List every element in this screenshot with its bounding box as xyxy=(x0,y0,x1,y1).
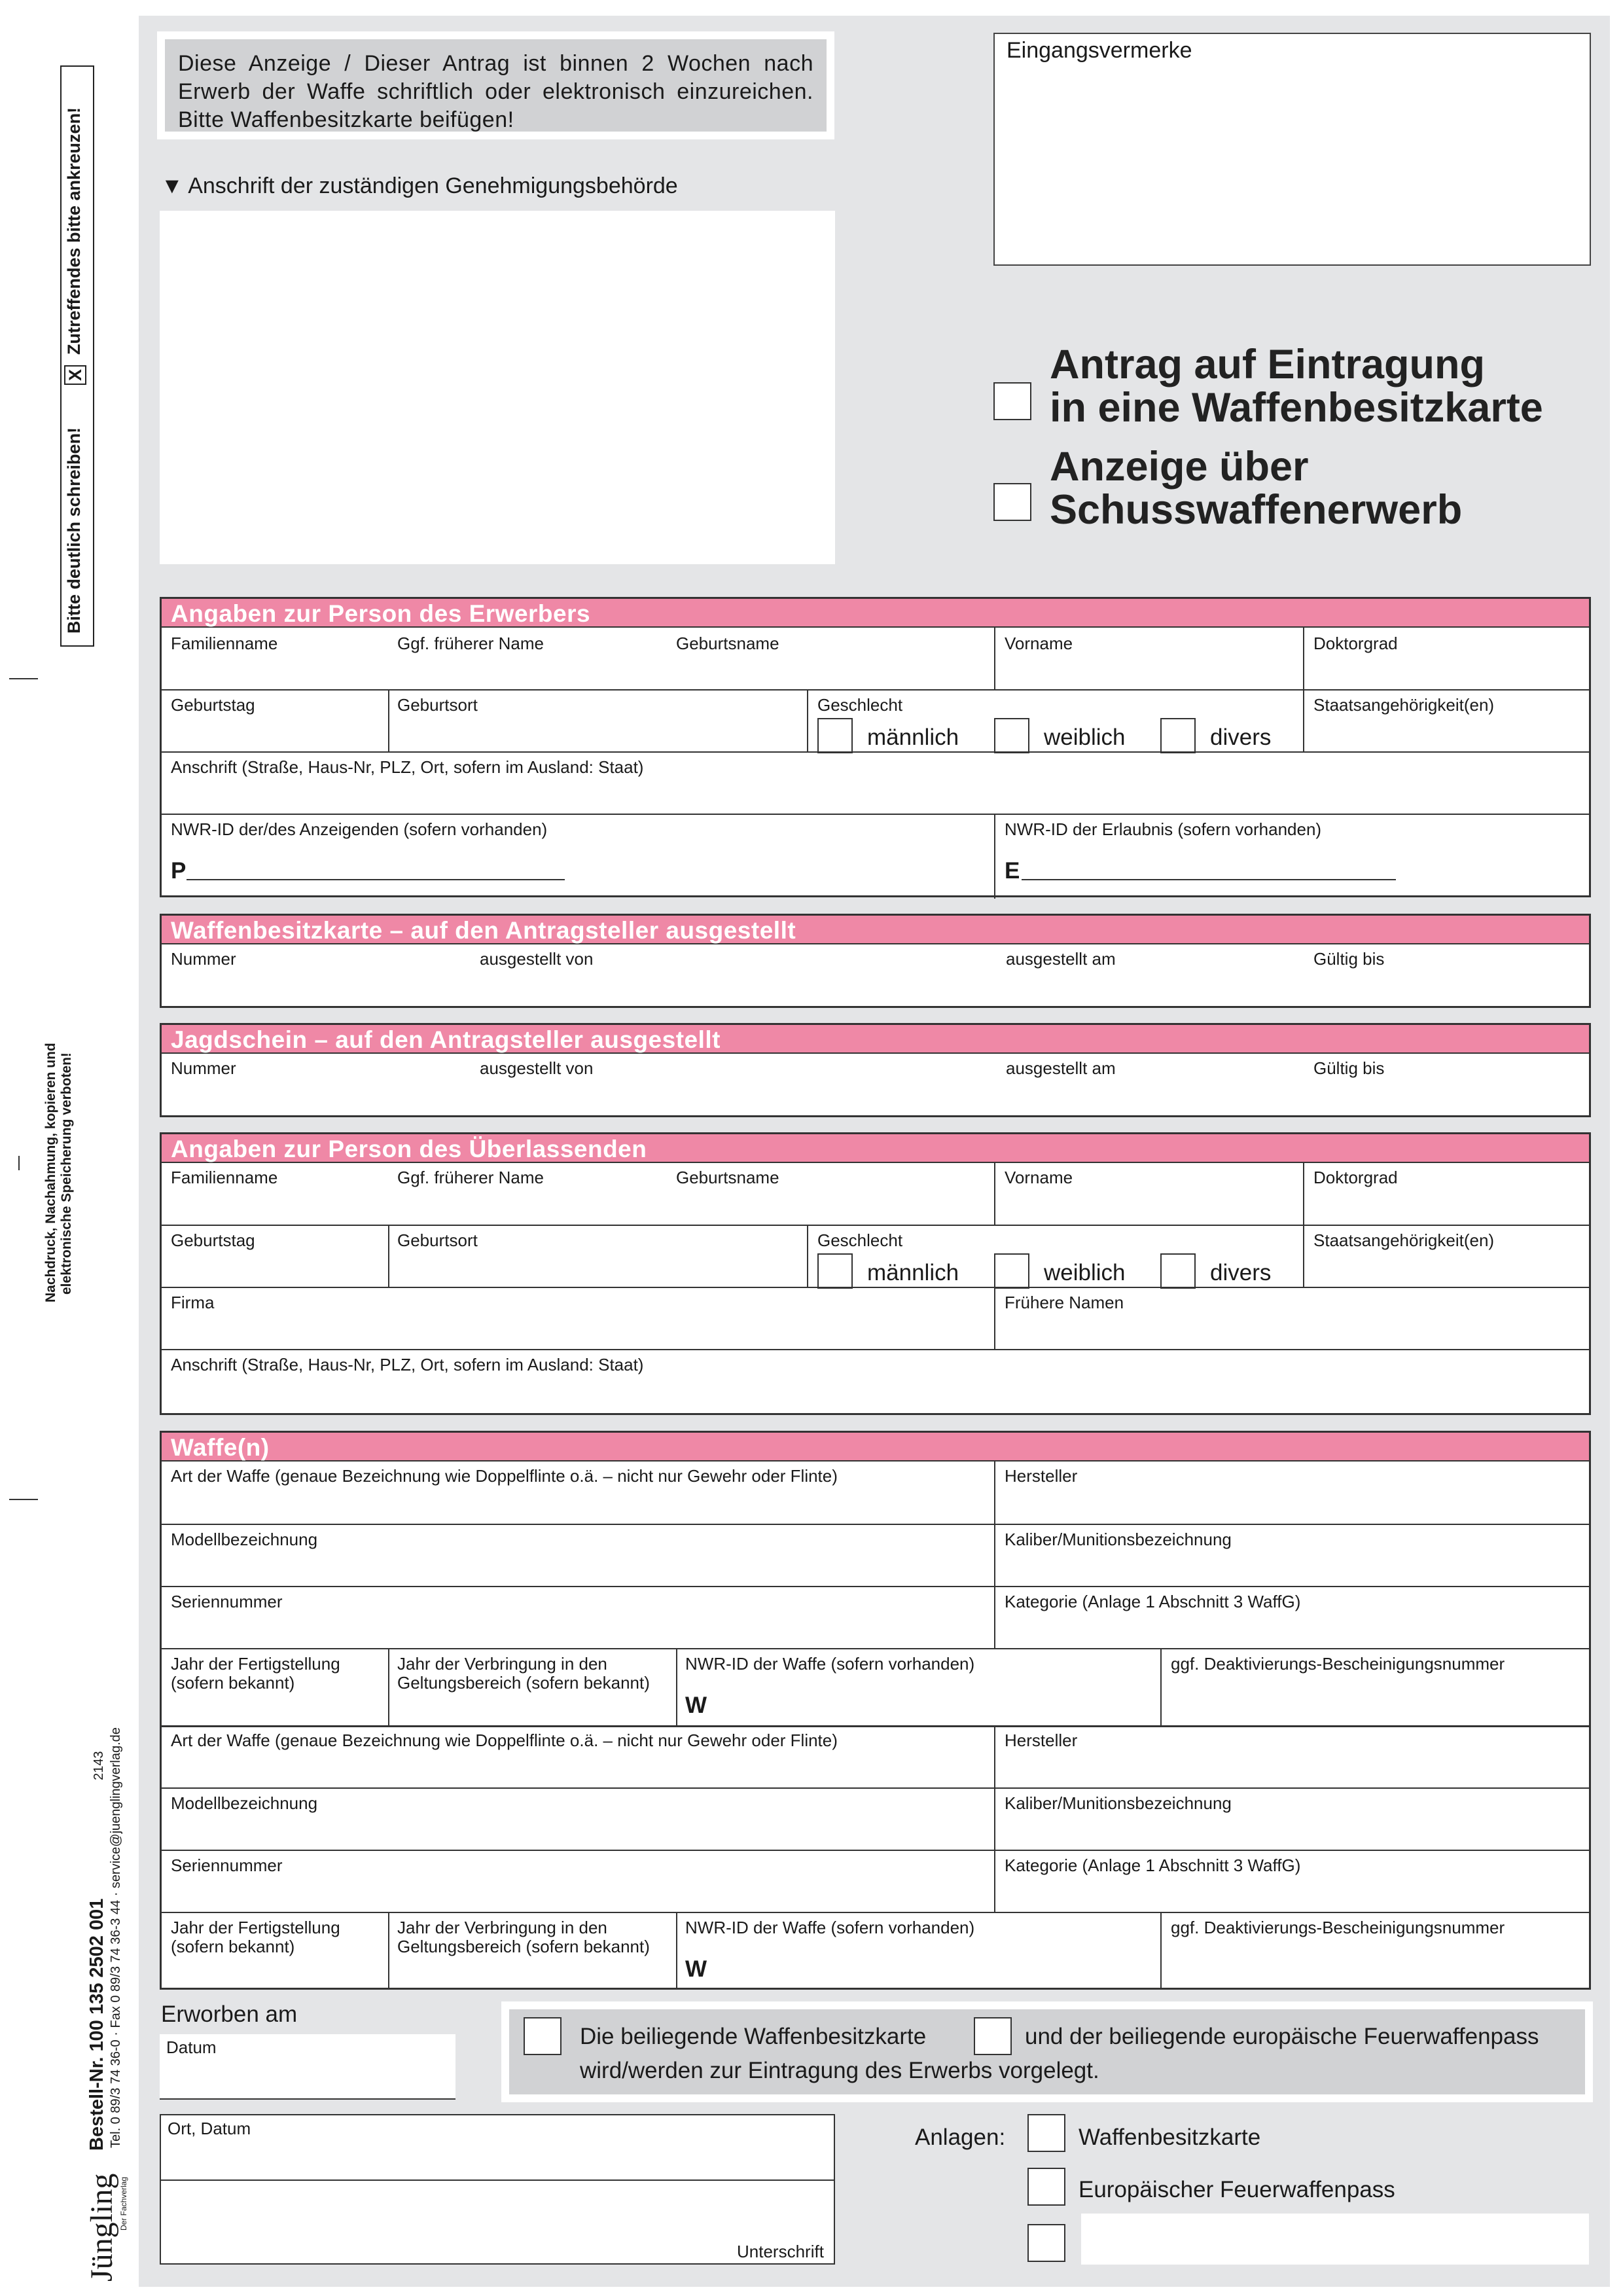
divider xyxy=(1303,1226,1304,1288)
buyer-birth-name-label: Geburtsname xyxy=(676,634,779,653)
place-date-signature-box xyxy=(160,2114,835,2265)
weapon1-year-import-line1: Jahr der Verbringung in den xyxy=(397,1654,607,1674)
attach-other-field[interactable] xyxy=(1081,2214,1589,2265)
title-application-line2: in eine Waffenbesitzkarte xyxy=(1050,385,1543,431)
wbk-issued-on-label: ausgestellt am xyxy=(1006,949,1116,969)
divider xyxy=(994,628,995,689)
checkbox-application[interactable] xyxy=(993,382,1031,420)
buyer-row-address[interactable] xyxy=(162,751,1589,815)
attached-pass-label: und der beiliegende europäische Feuerwaffenpass xyxy=(1025,2024,1539,2049)
receipt-notes-box[interactable] xyxy=(993,33,1591,266)
seller-row-address[interactable] xyxy=(162,1349,1589,1416)
weapon2-type-label: Art der Waffe (genaue Bezeichnung wie Doppelflinte o.ä. – nicht nur Gewehr oder Flinte) xyxy=(171,1731,838,1750)
hunting-issued-by-label: ausgestellt von xyxy=(480,1058,594,1078)
title-notification-line1: Anzeige über xyxy=(1050,444,1309,490)
weapon2-manufacturer-label: Hersteller xyxy=(1005,1731,1078,1750)
divider xyxy=(1303,1163,1304,1225)
divider xyxy=(1160,1913,1162,1990)
buyer-first-name-label: Vorname xyxy=(1005,634,1073,653)
wbk-number-label: Nummer xyxy=(171,949,236,969)
wbk-valid-until-label: Gültig bis xyxy=(1313,949,1385,969)
weapon2-year-import-label xyxy=(397,1918,650,1956)
weapon2-row-years xyxy=(162,1912,1589,1990)
attach-pass-checkbox[interactable] xyxy=(1027,2168,1065,2206)
buyer-male-checkbox[interactable] xyxy=(817,718,853,753)
buyer-row-nwr xyxy=(162,814,1589,899)
weapon1-year-made-line2: (sofern bekannt) xyxy=(171,1673,295,1693)
side-instruction-check: Zutreffendes bitte ankreuzen! xyxy=(64,107,84,355)
buyer-birthplace-label: Geburtsort xyxy=(397,695,478,715)
weapon2-deactivation-label: ggf. Deaktivierungs-Bescheinigungsnummer xyxy=(1171,1918,1505,1937)
attach-wbk-label: Waffenbesitzkarte xyxy=(1079,2125,1261,2150)
weapon1-nwr-prefix: W xyxy=(685,1693,707,1718)
buyer-nwr-person-label: NWR-ID der/des Anzeigenden (sofern vorhanden) xyxy=(171,819,548,839)
publisher-logo-subtext: Der Fachverlag xyxy=(119,2176,128,2231)
attach-other-checkbox[interactable] xyxy=(1027,2224,1065,2262)
buyer-nwr-person-line[interactable] xyxy=(187,879,565,880)
attached-card-label: Die beiliegende Waffenbesitzkarte xyxy=(580,2024,927,2049)
section-weapons-title: Waffe(n) xyxy=(171,1434,270,1461)
weapon1-row-years xyxy=(162,1648,1589,1727)
weapon1-nwr-label: NWR-ID der Waffe (sofern vorhanden) xyxy=(685,1654,975,1674)
weapon1-model-label: Modellbezeichnung xyxy=(171,1530,318,1549)
section-weapons-header xyxy=(162,1433,1589,1462)
weapon1-year-made-label xyxy=(171,1655,340,1693)
side-copyright-1: Nachdruck, Nachahmung, kopieren und xyxy=(43,1043,58,1302)
buyer-nwr-permit-line[interactable] xyxy=(1022,879,1396,880)
wbk-issued-by-label: ausgestellt von xyxy=(480,949,594,969)
attach-pass-label: Europäischer Feuerwaffenpass xyxy=(1079,2177,1395,2202)
title-notification-line2: Schusswaffenerwerb xyxy=(1050,487,1463,533)
fold-mark-1 xyxy=(9,678,38,679)
divider xyxy=(1303,691,1304,753)
buyer-birthday-label: Geburtstag xyxy=(171,695,255,715)
buyer-diverse-label: divers xyxy=(1210,725,1272,750)
deadline-notice-text: Diese Anzeige / Dieser Antrag ist binnen 2 Wochen nach Erwerb der Waffe schriftlich oder elektronisch einzureichen. Bitte Waffenbesitzkarte beifügen! xyxy=(165,39,827,132)
divider xyxy=(807,691,808,753)
weapon2-nwr-label: NWR-ID der Waffe (sofern vorhanden) xyxy=(685,1918,975,1937)
divider xyxy=(1160,1649,1162,1727)
seller-birthplace-label: Geburtsort xyxy=(397,1230,478,1250)
weapon1-manufacturer-label: Hersteller xyxy=(1005,1466,1078,1486)
buyer-diverse-checkbox[interactable] xyxy=(1160,718,1196,753)
weapon2-row-type xyxy=(162,1725,1589,1789)
fold-mark-3 xyxy=(9,1499,38,1500)
seller-family-name-label: Familienname xyxy=(171,1168,278,1187)
place-date-field[interactable] xyxy=(161,2115,834,2179)
weapon2-nwr-prefix: W xyxy=(685,1956,707,1982)
seller-first-name-label: Vorname xyxy=(1005,1168,1073,1187)
side-order-number: Bestell-Nr. 100 135 2502 001 xyxy=(86,1898,107,2151)
attachments-label: Anlagen: xyxy=(915,2125,1006,2150)
signature-field[interactable] xyxy=(161,2181,834,2263)
acquired-date-field[interactable] xyxy=(160,2034,455,2100)
section-wbk-header xyxy=(162,916,1589,944)
buyer-male-label: männlich xyxy=(867,725,959,750)
side-form-code: 2143 xyxy=(92,1751,106,1780)
seller-male-checkbox[interactable] xyxy=(817,1253,853,1289)
section-buyer xyxy=(160,597,1591,897)
seller-birth-name-label: Geburtsname xyxy=(676,1168,779,1187)
divider xyxy=(994,1789,995,1851)
seller-address-label: Anschrift (Straße, Haus-Nr, PLZ, Ort, sofern im Ausland: Staat) xyxy=(171,1355,644,1374)
seller-male-label: männlich xyxy=(867,1260,959,1285)
weapon1-year-made-line1: Jahr der Fertigstellung xyxy=(171,1654,340,1674)
side-contact: Tel. 0 89/3 74 36-0 · Fax 0 89/3 74 36-3 44 · service@juenglingverlag.de xyxy=(109,1727,123,2148)
attached-docs-panel xyxy=(501,2001,1593,2102)
weapon1-row-serial xyxy=(162,1586,1589,1649)
seller-diverse-checkbox[interactable] xyxy=(1160,1253,1196,1289)
buyer-nationality-label: Staatsangehörigkeit(en) xyxy=(1313,695,1495,715)
divider xyxy=(994,1727,995,1789)
seller-row-names xyxy=(162,1163,1589,1225)
buyer-nwr-permit-prefix: E xyxy=(1005,858,1020,884)
divider xyxy=(388,1913,389,1990)
section-hunting-title: Jagdschein – auf den Antragsteller ausgestellt xyxy=(171,1026,721,1053)
divider xyxy=(994,1288,995,1350)
section-wbk xyxy=(160,914,1591,1008)
title-application-line1: Antrag auf Eintragung xyxy=(1050,342,1485,387)
weapon1-category-label: Kategorie (Anlage 1 Abschnitt 3 WaffG) xyxy=(1005,1592,1301,1611)
attached-card-checkbox[interactable] xyxy=(524,2017,562,2055)
weapon2-model-label: Modellbezeichnung xyxy=(171,1793,318,1813)
receipt-notes-label: Eingangsvermerke xyxy=(1007,38,1192,63)
presented-label: wird/werden zur Eintragung des Erwerbs vorgelegt. xyxy=(580,2058,1099,2083)
title-notification xyxy=(1050,445,1462,531)
weapon2-serial-label: Seriennummer xyxy=(171,1856,283,1875)
checkbox-notification[interactable] xyxy=(993,483,1031,521)
section-buyer-header xyxy=(162,599,1589,628)
buyer-doctor-label: Doktorgrad xyxy=(1313,634,1398,653)
divider xyxy=(994,815,995,899)
seller-female-checkbox[interactable] xyxy=(994,1253,1029,1289)
weapon2-year-made-line2: (sofern bekannt) xyxy=(171,1937,295,1956)
seller-nationality-label: Staatsangehörigkeit(en) xyxy=(1313,1230,1495,1250)
seller-doctor-label: Doktorgrad xyxy=(1313,1168,1398,1187)
section-seller-title: Angaben zur Person des Überlassenden xyxy=(171,1136,647,1162)
signature-label: Unterschrift xyxy=(737,2242,824,2261)
buyer-address-label: Anschrift (Straße, Haus-Nr, PLZ, Ort, sofern im Ausland: Staat) xyxy=(171,757,644,777)
acquired-on-label: Erworben am xyxy=(161,2001,298,2027)
hunting-valid-until-label: Gültig bis xyxy=(1313,1058,1385,1078)
weapon1-caliber-label: Kaliber/Munitionsbezeichnung xyxy=(1005,1530,1232,1549)
weapon2-year-import-line2: Geltungsbereich (sofern bekannt) xyxy=(397,1937,650,1956)
buyer-nwr-person-prefix: P xyxy=(171,858,187,884)
weapon1-deactivation-label: ggf. Deaktivierungs-Bescheinigungsnummer xyxy=(1171,1654,1505,1674)
title-application xyxy=(1050,343,1543,429)
weapon2-year-made-label xyxy=(171,1918,340,1956)
divider xyxy=(994,1851,995,1913)
seller-company-label: Firma xyxy=(171,1293,215,1312)
weapon1-year-import-line2: Geltungsbereich (sofern bekannt) xyxy=(397,1673,650,1693)
section-buyer-title: Angaben zur Person des Erwerbers xyxy=(171,600,591,627)
divider xyxy=(388,1226,389,1288)
weapon2-row-model xyxy=(162,1787,1589,1851)
section-seller xyxy=(160,1132,1591,1415)
buyer-female-label: weiblich xyxy=(1044,725,1126,750)
buyer-gender-label: Geschlecht xyxy=(817,695,903,715)
side-copyright-2: elektronische Speicherung verboten! xyxy=(59,1052,74,1295)
divider xyxy=(994,1525,995,1587)
weapon1-serial-label: Seriennummer xyxy=(171,1592,283,1611)
seller-gender-label: Geschlecht xyxy=(817,1230,903,1250)
publisher-logo: Jüngling xyxy=(84,2173,119,2282)
seller-birthday-label: Geburtstag xyxy=(171,1230,255,1250)
divider xyxy=(388,691,389,753)
weapon1-row-model xyxy=(162,1524,1589,1587)
attach-wbk-checkbox[interactable] xyxy=(1027,2114,1065,2152)
divider xyxy=(676,1913,677,1990)
place-date-label: Ort, Datum xyxy=(168,2119,251,2138)
deadline-notice xyxy=(157,31,834,139)
section-hunting xyxy=(160,1023,1591,1117)
hunting-number-label: Nummer xyxy=(171,1058,236,1078)
side-checkmark-sample: X xyxy=(64,365,86,385)
divider xyxy=(994,1163,995,1225)
buyer-female-checkbox[interactable] xyxy=(994,718,1029,753)
weapon1-type-label: Art der Waffe (genaue Bezeichnung wie Doppelflinte o.ä. – nicht nur Gewehr oder Flinte) xyxy=(171,1466,838,1486)
seller-female-label: weiblich xyxy=(1044,1260,1126,1285)
fold-mark-2 xyxy=(18,1156,20,1170)
weapon2-year-made-line1: Jahr der Fertigstellung xyxy=(171,1918,340,1937)
buyer-row-names xyxy=(162,628,1589,689)
weapon2-category-label: Kategorie (Anlage 1 Abschnitt 3 WaffG) xyxy=(1005,1856,1301,1875)
seller-row-birth xyxy=(162,1225,1589,1288)
hunting-issued-on-label: ausgestellt am xyxy=(1006,1058,1116,1078)
acquired-date-label: Datum xyxy=(166,2037,217,2057)
side-instruction-write: Bitte deutlich schreiben! xyxy=(64,427,84,634)
divider xyxy=(807,1226,808,1288)
divider xyxy=(994,1587,995,1649)
seller-former-name-label: Ggf. früherer Name xyxy=(397,1168,544,1187)
weapon2-row-serial xyxy=(162,1850,1589,1913)
seller-diverse-label: divers xyxy=(1210,1260,1272,1285)
weapon2-year-import-line1: Jahr der Verbringung in den xyxy=(397,1918,607,1937)
seller-former-names-label: Frühere Namen xyxy=(1005,1293,1124,1312)
buyer-nwr-permit-label: NWR-ID der Erlaubnis (sofern vorhanden) xyxy=(1005,819,1322,839)
attached-pass-checkbox[interactable] xyxy=(974,2017,1012,2055)
seller-row-company xyxy=(162,1287,1589,1350)
section-hunting-header xyxy=(162,1025,1589,1054)
buyer-row-birth xyxy=(162,689,1589,753)
weapon2-caliber-label: Kaliber/Munitionsbezeichnung xyxy=(1005,1793,1232,1813)
buyer-family-name-label: Familienname xyxy=(171,634,278,653)
weapon1-year-import-label xyxy=(397,1655,650,1693)
divider xyxy=(1303,628,1304,689)
weapon1-row-type xyxy=(162,1462,1589,1524)
buyer-former-name-label: Ggf. früherer Name xyxy=(397,634,544,653)
divider xyxy=(676,1649,677,1727)
authority-address-field[interactable] xyxy=(160,211,835,564)
section-weapons xyxy=(160,1431,1591,1990)
section-wbk-title: Waffenbesitzkarte – auf den Antragsteller ausgestellt xyxy=(171,917,796,944)
authority-label: ▼ Anschrift der zuständigen Genehmigungsbehörde xyxy=(161,173,678,198)
divider xyxy=(388,1649,389,1727)
section-seller-header xyxy=(162,1134,1589,1163)
divider xyxy=(994,1462,995,1524)
